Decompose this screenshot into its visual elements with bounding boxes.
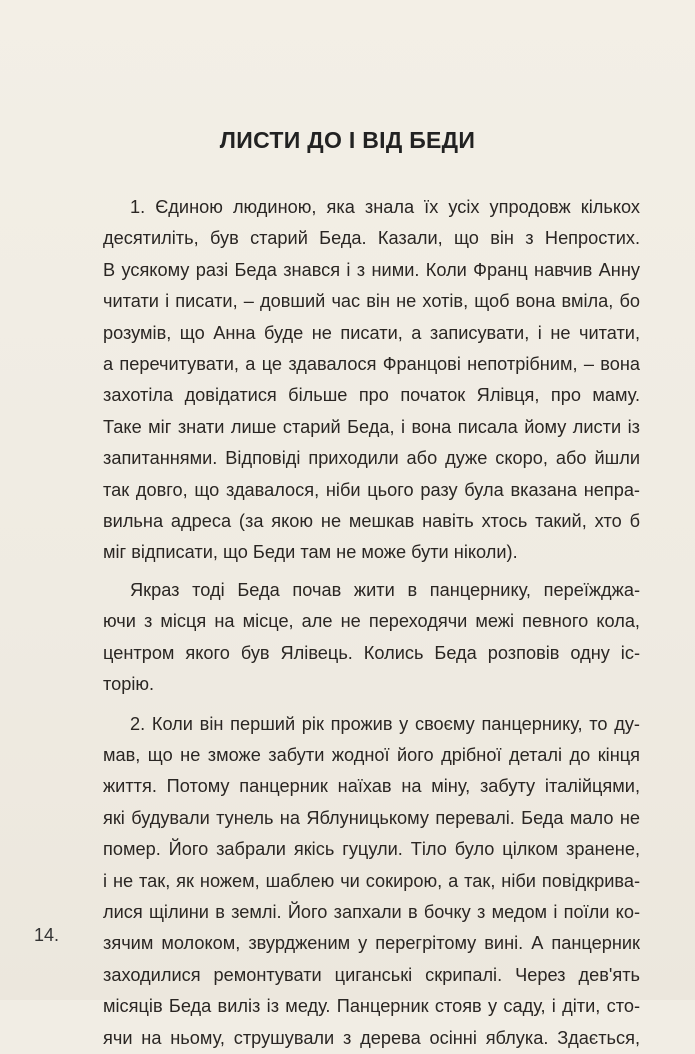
text-line: місяців Беда виліз із меду. Панцерник стояв у саду, і діти, сто- [103, 996, 640, 1017]
text-line: так довго, що здавалося, ніби цього разу була вказана непра- [103, 479, 640, 500]
text-line: центром якого був Ялівець. Колись Беда розповів одну іс- [103, 642, 640, 663]
paragraph-1 [103, 192, 640, 569]
text-line: а перечитувати, а це здавалося Францові непотрібним, – вона [103, 354, 640, 375]
text-line: ячи на ньому, струшували з дерева осінні яблука. Здається, [103, 1027, 640, 1048]
text-line: В усякому разі Беда знався і з ними. Коли Франц навчив Анну [103, 259, 640, 280]
text-line: міг відписати, що Беди там не може бути ніколи). [103, 542, 518, 563]
text-line: які будували тунель на Яблуницькому перевалі. Беда мало не [103, 807, 640, 828]
paragraph-2 [103, 575, 640, 701]
text-line: заходилися ремонтувати циганські скрипалі. Через дев'ять [103, 964, 640, 985]
text-line: вильна адреса (за якою не мешкав навіть хтось такий, хто б [103, 511, 640, 532]
paragraph-3 [103, 709, 640, 1054]
page-number: 14. [34, 925, 60, 945]
text-line: Якраз тоді Беда почав жити в панцернику, переїжджа- [130, 579, 640, 600]
text-line: життя. Потому панцерник наїхав на міну, забуту італійцями, [103, 776, 640, 797]
text-line: і не так, як ножем, шаблею чи сокирою, а так, ніби повідкрива- [103, 870, 640, 891]
text-line: десятиліть, був старий Беда. Казали, що він з Непростих. [103, 228, 640, 249]
text-line: лися щілини в землі. Його запхали в бочку з медом і поїли ко- [103, 901, 640, 922]
text-line: ючи з місця на місце, але не переходячи межі певного кола, [103, 611, 640, 632]
text-line: мав, що не зможе забути жодної його дрібної деталі до кінця [103, 744, 640, 765]
text-line: зячим молоком, звурдженим у перегрітому вині. А панцерник [103, 933, 640, 954]
text-line: Таке міг знати лише старий Беда, і вона писала йому листи із [103, 416, 640, 437]
text-line: запитаннями. Відповіді приходили або дуже скоро, або йшли [103, 448, 640, 469]
body-text [103, 192, 640, 1054]
text-line: розумів, що Анна буде не писати, а записувати, і не читати, [103, 322, 640, 343]
text-line: помер. Його забрали якісь гуцули. Тіло було цілком зранене, [103, 839, 640, 860]
text-line: торію. [103, 674, 155, 695]
text-line: читати і писати, – довший час він не хотів, щоб вона вміла, бо [103, 291, 640, 312]
chapter-title: ЛИСТИ ДО І ВІД БЕДИ [219, 127, 476, 153]
text-line: захотіла довідатися більше про початок Ялівця, про маму. [103, 385, 640, 406]
text-line: 1. Єдиною людиною, яка знала їх усіх упродовж кількох [130, 197, 640, 217]
text-line: 2. Коли він перший рік прожив у своєму панцернику, то ду- [130, 713, 640, 734]
